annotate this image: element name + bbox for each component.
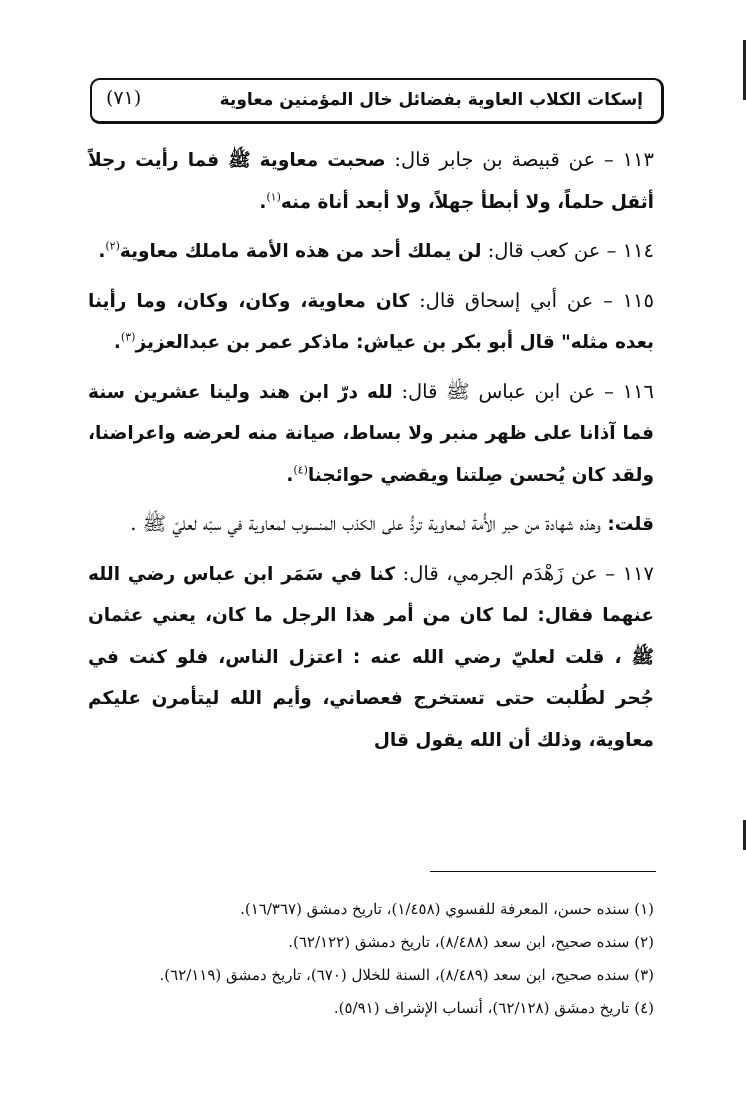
footnotes [88, 893, 654, 1025]
footnote-ref: (٤) [293, 463, 308, 476]
paragraph-113 [88, 140, 654, 223]
footnote-2: (٢) سنده صحيح، ابن سعد (٨/٤٨٨)، تاريخ دمشق (٦٢/١٢٢). [288, 933, 654, 951]
paragraph-tail: . [98, 241, 106, 262]
paragraph-tail: . [113, 332, 121, 353]
footnote-1: (١) سنده حسن، المعرفة للفسوي (١/٤٥٨)، تاريخ دمشق (١٦/٣٦٧). [240, 900, 654, 918]
footnote-3: (٣) سنده صحيح، ابن سعد (٨/٤٨٩)، السنة للخلال (٦٧٠)، تاريخ دمشق (٦٢/١١٩). [159, 966, 654, 984]
paragraph-number: ١١٣ – [595, 148, 654, 171]
footnote-ref: (٢) [105, 239, 120, 253]
comment-label: قلت: [600, 514, 654, 535]
paragraph-number: ١١٥ – [593, 288, 654, 312]
paragraph-quote: لن يملك أحد من هذه الأمة ماملك معاوية [119, 241, 482, 262]
paragraph-114 [88, 231, 654, 273]
paragraph-narrator: عن ابن عباس ﷺ قال: [392, 379, 596, 403]
paragraph-narrator: عن كعب قال: [481, 239, 601, 262]
paragraph-quote: صحبت معاوية ﷺ فما رأيت رجلاً أثقل حلماً، ولا أبطأ جهلاً، ولا أبعد أناة منه [88, 150, 654, 213]
running-header [90, 78, 664, 124]
footnote-ref: (١) [266, 190, 281, 203]
paragraph-tail: . [259, 191, 267, 213]
comment-text: وهذه شهادة من حبر الأُمة لمعاوية تردُّ على الكذب المنسوب لمعاوية في سبّه لعليّ ﷺ . [130, 512, 601, 535]
page-number: (٧١) [106, 87, 142, 109]
paragraph-number: ١١٤ – [600, 239, 654, 262]
footnote-divider [430, 871, 656, 872]
paragraph-tail: . [286, 464, 294, 486]
paragraph-117 [88, 554, 654, 762]
paragraph-quote: كان معاوية، وكان، وكان، وما رأينا بعده مثله" قال أبو بكر بن عياش: ماذكر عمر بن عبدالعزيز [88, 290, 654, 353]
main-text [88, 140, 654, 769]
paragraph-narrator: عن قبيصة بن جابر قال: [385, 148, 596, 171]
paragraph-narrator: عن زَهْدَم الجرمي، قال: [395, 561, 598, 585]
paragraph-number: ١١٧ – [597, 561, 654, 585]
book-title: إسكات الكلاب العاوية بفضائل خال المؤمنين معاوية [219, 90, 643, 110]
paragraph-quote: لله درّ ابن هند ولينا عشرين سنة فما آذانا على ظهر منبر ولا بساط، صيانة منه لعرضه واعراضنا، ولقد كان يُحسن صِلتنا ويقضي حوائجنا [88, 381, 654, 486]
paragraph-quote: كنا في سَمَر ابن عباس رضي الله عنهما فقال: لما كان من أمر هذا الرجل ما كان، يعني عثمان ﷺ ، قلت لعليّ رضي الله عنه : اعتزل الناس، فلو كنت في جُحر لطُلبت حتى تستخرج فعصاني، وأيم الله ليتأمرن عليكم معاوية، وذلك أن الله يقول قال [88, 563, 654, 751]
footnote-4: (٤) تاريخ دمشق (٦٢/١٢٨)، أنساب الإشراف (٥/٩١). [333, 999, 654, 1017]
author-comment [88, 504, 654, 546]
paragraph-number: ١١٦ – [595, 379, 654, 403]
footnote-ref: (٣) [120, 330, 136, 344]
paragraph-narrator: عن أبي إسحاق قال: [409, 288, 594, 312]
paragraph-116 [88, 372, 654, 497]
paragraph-115 [88, 281, 654, 364]
